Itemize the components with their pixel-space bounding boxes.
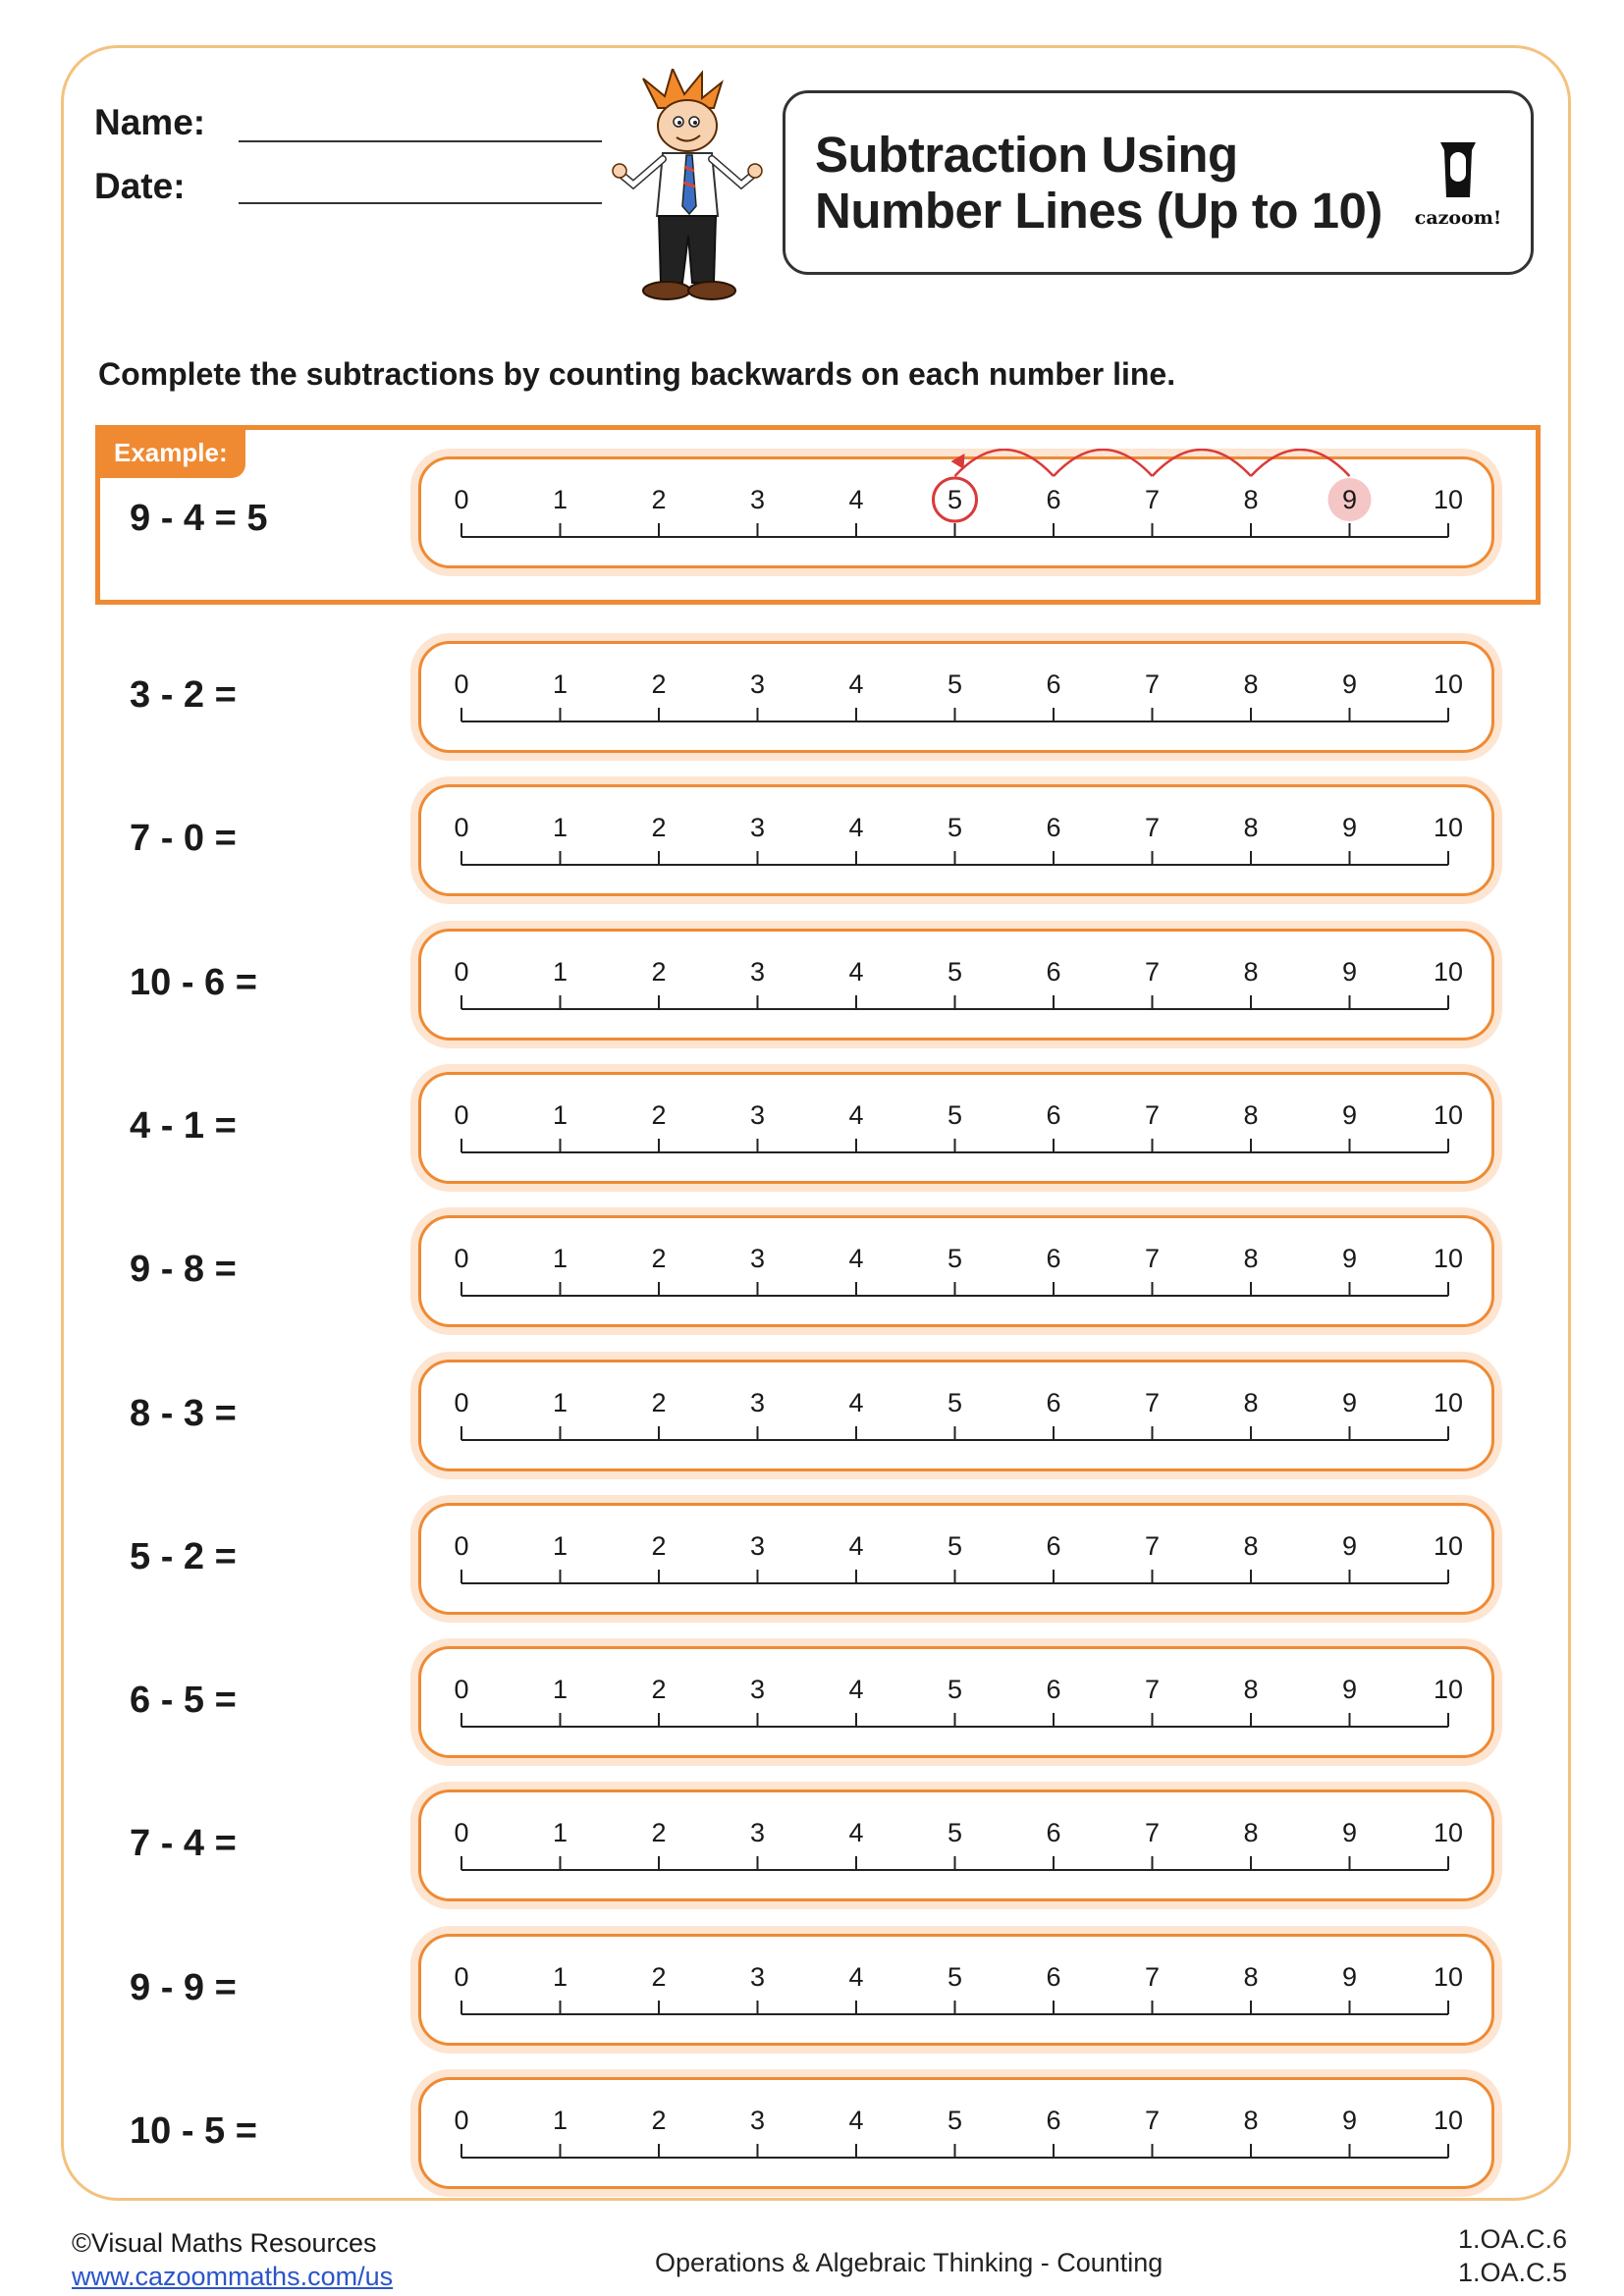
tick-label-7: 7 — [1144, 1531, 1161, 1561]
tick-label-7: 7 — [1144, 669, 1161, 699]
tick-label-7: 7 — [1144, 957, 1161, 987]
tick-label-4: 4 — [848, 485, 864, 514]
title-line-2: Number Lines (Up to 10) — [815, 183, 1382, 239]
tick-label-4: 4 — [848, 957, 864, 987]
tick-label-5: 5 — [947, 485, 963, 514]
name-label: Name: — [94, 102, 206, 142]
tick-label-2: 2 — [651, 2106, 667, 2135]
tick-label-2: 2 — [651, 669, 667, 699]
question-number-line — [410, 1782, 1502, 1909]
tick-label-4: 4 — [848, 1100, 864, 1130]
question-number-line — [410, 1207, 1502, 1335]
tick-label-1: 1 — [552, 957, 568, 987]
title-box — [783, 90, 1534, 275]
question-equation: 7 - 4 = — [130, 1823, 237, 1864]
question-number-line — [410, 633, 1502, 761]
question-number-line-svg — [410, 1207, 1502, 1335]
tick-label-8: 8 — [1243, 1100, 1259, 1130]
tick-label-3: 3 — [749, 1388, 766, 1417]
arrow-head — [951, 454, 965, 469]
tick-label-4: 4 — [848, 1818, 864, 1847]
question-number-line-svg — [410, 1064, 1502, 1192]
tick-label-6: 6 — [1046, 1818, 1061, 1847]
tick-label-5: 5 — [947, 957, 963, 987]
tick-label-10: 10 — [1433, 957, 1464, 987]
tick-label-2: 2 — [651, 485, 667, 514]
tick-label-2: 2 — [651, 1818, 667, 1847]
tick-label-0: 0 — [454, 2106, 469, 2135]
tick-label-5: 5 — [947, 1100, 963, 1130]
question-number-line-svg — [410, 2069, 1502, 2197]
tick-label-10: 10 — [1433, 1388, 1464, 1417]
tick-label-7: 7 — [1144, 1388, 1161, 1417]
tick-label-5: 5 — [947, 1675, 963, 1704]
standard-code-1: 1.OA.C.6 — [1457, 2224, 1567, 2254]
tick-label-4: 4 — [848, 1388, 864, 1417]
tick-label-8: 8 — [1243, 957, 1259, 987]
tick-label-9: 9 — [1341, 957, 1358, 987]
question-number-line — [410, 921, 1502, 1048]
tick-label-3: 3 — [749, 485, 766, 514]
jump-arc — [955, 450, 1055, 476]
tick-label-0: 0 — [454, 669, 469, 699]
tick-label-10: 10 — [1433, 485, 1464, 514]
tick-label-3: 3 — [749, 1531, 766, 1561]
tick-label-0: 0 — [454, 1962, 469, 1992]
tick-label-1: 1 — [552, 1962, 568, 1992]
tick-label-6: 6 — [1046, 485, 1061, 514]
tick-label-8: 8 — [1243, 2106, 1259, 2135]
tick-label-6: 6 — [1046, 1100, 1061, 1130]
cartoon-boy-illustration — [604, 69, 771, 314]
tick-label-7: 7 — [1144, 2106, 1161, 2135]
date-label: Date: — [94, 166, 186, 206]
question-equation: 3 - 2 = — [130, 674, 237, 716]
example-number-line — [410, 449, 1502, 576]
tick-label-1: 1 — [552, 1818, 568, 1847]
tick-label-5: 5 — [947, 1531, 963, 1561]
tick-label-7: 7 — [1144, 1675, 1161, 1704]
question-number-line — [410, 1064, 1502, 1192]
tick-label-4: 4 — [848, 1962, 864, 1992]
example-tag: Example: — [100, 430, 245, 478]
tick-label-0: 0 — [454, 1244, 469, 1273]
tick-label-4: 4 — [848, 1531, 864, 1561]
tick-label-0: 0 — [454, 1388, 469, 1417]
tick-label-6: 6 — [1046, 1962, 1061, 1992]
tick-label-3: 3 — [749, 813, 766, 842]
tick-label-5: 5 — [947, 813, 963, 842]
tick-label-3: 3 — [749, 669, 766, 699]
question-equation: 4 - 1 = — [130, 1105, 237, 1147]
tick-label-3: 3 — [749, 2106, 766, 2135]
tick-label-6: 6 — [1046, 1388, 1061, 1417]
jump-arc — [1153, 450, 1252, 476]
tick-label-10: 10 — [1433, 1531, 1464, 1561]
tick-label-1: 1 — [552, 1388, 568, 1417]
question-number-line — [410, 1495, 1502, 1623]
tick-label-9: 9 — [1341, 813, 1358, 842]
tick-label-5: 5 — [947, 669, 963, 699]
tick-label-10: 10 — [1433, 1100, 1464, 1130]
tick-label-1: 1 — [552, 669, 568, 699]
tick-label-9: 9 — [1341, 2106, 1358, 2135]
question-number-line-svg — [410, 1782, 1502, 1909]
tick-label-8: 8 — [1243, 1818, 1259, 1847]
title-line-1: Subtraction Using — [815, 127, 1238, 183]
footer-copyright: ©Visual Maths Resources — [72, 2228, 377, 2258]
footer-link[interactable]: www.cazoommaths.com/us — [72, 2262, 394, 2291]
question-equation: 9 - 9 = — [130, 1967, 237, 2008]
tick-label-8: 8 — [1243, 1388, 1259, 1417]
tick-label-7: 7 — [1144, 1818, 1161, 1847]
tick-label-1: 1 — [552, 485, 568, 514]
tick-label-9: 9 — [1341, 1531, 1358, 1561]
question-number-line-svg — [410, 776, 1502, 904]
tick-label-8: 8 — [1243, 485, 1259, 514]
tick-label-1: 1 — [552, 1244, 568, 1273]
worksheet-title — [815, 127, 1404, 239]
footer-standards — [1458, 2222, 1567, 2289]
question-number-line-svg — [410, 633, 1502, 761]
tick-label-10: 10 — [1433, 1675, 1464, 1704]
tick-label-4: 4 — [848, 1244, 864, 1273]
tick-label-3: 3 — [749, 1244, 766, 1273]
tick-label-6: 6 — [1046, 1244, 1061, 1273]
tick-label-3: 3 — [749, 957, 766, 987]
tick-label-5: 5 — [947, 1818, 963, 1847]
tick-label-1: 1 — [552, 813, 568, 842]
tick-label-7: 7 — [1144, 485, 1161, 514]
tick-label-1: 1 — [552, 2106, 568, 2135]
tick-label-0: 0 — [454, 1531, 469, 1561]
tick-label-2: 2 — [651, 1244, 667, 1273]
footer-copyright-block — [72, 2226, 393, 2293]
question-equation: 9 - 8 = — [130, 1249, 237, 1290]
tick-label-4: 4 — [848, 813, 864, 842]
question-equation: 5 - 2 = — [130, 1536, 237, 1577]
question-equation: 6 - 5 = — [130, 1680, 237, 1721]
tick-label-6: 6 — [1046, 669, 1061, 699]
footer-topic: Operations & Algebraic Thinking - Counting — [655, 2248, 1164, 2277]
tick-label-10: 10 — [1433, 1962, 1464, 1992]
example-equation: 9 - 4 = 5 — [130, 498, 268, 539]
tick-label-2: 2 — [651, 1531, 667, 1561]
tick-label-2: 2 — [651, 1388, 667, 1417]
tick-label-9: 9 — [1341, 669, 1358, 699]
tick-label-7: 7 — [1144, 1100, 1161, 1130]
tick-label-10: 10 — [1433, 813, 1464, 842]
question-number-line-svg — [410, 1352, 1502, 1479]
question-number-line — [410, 1638, 1502, 1766]
tick-label-0: 0 — [454, 813, 469, 842]
tick-label-0: 0 — [454, 1818, 469, 1847]
tick-label-9: 9 — [1341, 1818, 1358, 1847]
tick-label-8: 8 — [1243, 813, 1259, 842]
tick-label-8: 8 — [1243, 1962, 1259, 1992]
name-field[interactable] — [239, 140, 602, 142]
tick-label-7: 7 — [1144, 813, 1161, 842]
tick-label-3: 3 — [749, 1818, 766, 1847]
tick-label-6: 6 — [1046, 813, 1061, 842]
cazoom-logo-icon — [1399, 138, 1517, 207]
example-number-line-svg — [410, 449, 1502, 576]
tick-label-9: 9 — [1341, 1100, 1358, 1130]
instructions: Complete the subtractions by counting backwards on each number line. — [98, 356, 1176, 392]
tick-label-2: 2 — [651, 1962, 667, 1992]
question-number-line — [410, 1926, 1502, 2054]
tick-label-9: 9 — [1341, 1675, 1358, 1704]
tick-label-0: 0 — [454, 1100, 469, 1130]
tick-label-6: 6 — [1046, 1531, 1061, 1561]
question-number-line-svg — [410, 1638, 1502, 1766]
question-number-line — [410, 776, 1502, 904]
tick-label-1: 1 — [552, 1675, 568, 1704]
question-equation: 7 - 0 = — [130, 818, 237, 859]
tick-label-10: 10 — [1433, 1244, 1464, 1273]
tick-label-5: 5 — [947, 1244, 963, 1273]
tick-label-7: 7 — [1144, 1244, 1161, 1273]
question-number-line-svg — [410, 1495, 1502, 1623]
tick-label-6: 6 — [1046, 2106, 1061, 2135]
tick-label-9: 9 — [1341, 485, 1358, 514]
tick-label-2: 2 — [651, 957, 667, 987]
tick-label-9: 9 — [1341, 1962, 1358, 1992]
tick-label-10: 10 — [1433, 1818, 1464, 1847]
question-number-line — [410, 1352, 1502, 1479]
question-number-line-svg — [410, 1926, 1502, 2054]
standard-code-2: 1.OA.C.5 — [1457, 2258, 1567, 2287]
tick-label-0: 0 — [454, 1675, 469, 1704]
tick-label-3: 3 — [749, 1962, 766, 1992]
tick-label-5: 5 — [947, 1388, 963, 1417]
tick-label-1: 1 — [552, 1531, 568, 1561]
date-field[interactable] — [239, 202, 602, 204]
tick-label-10: 10 — [1433, 669, 1464, 699]
tick-label-9: 9 — [1341, 1244, 1358, 1273]
tick-label-8: 8 — [1243, 1675, 1259, 1704]
tick-label-8: 8 — [1243, 1531, 1259, 1561]
question-equation: 10 - 5 = — [130, 2110, 257, 2152]
question-equation: 10 - 6 = — [130, 962, 257, 1003]
tick-label-1: 1 — [552, 1100, 568, 1130]
jump-arc — [1251, 450, 1350, 476]
tick-label-6: 6 — [1046, 1675, 1061, 1704]
tick-label-4: 4 — [848, 2106, 864, 2135]
tick-label-10: 10 — [1433, 2106, 1464, 2135]
tick-label-5: 5 — [947, 2106, 963, 2135]
logo-text: cazoom! — [1414, 207, 1502, 229]
jump-arc — [1054, 450, 1153, 476]
tick-label-0: 0 — [454, 485, 469, 514]
tick-label-8: 8 — [1243, 669, 1259, 699]
tick-label-7: 7 — [1144, 1962, 1161, 1992]
question-equation: 8 - 3 = — [130, 1393, 237, 1434]
question-number-line-svg — [410, 921, 1502, 1048]
tick-label-2: 2 — [651, 1675, 667, 1704]
tick-label-3: 3 — [749, 1100, 766, 1130]
tick-label-4: 4 — [848, 669, 864, 699]
tick-label-5: 5 — [947, 1962, 963, 1992]
cazoom-logo — [1399, 138, 1517, 246]
question-number-line — [410, 2069, 1502, 2197]
tick-label-2: 2 — [651, 813, 667, 842]
tick-label-8: 8 — [1243, 1244, 1259, 1273]
tick-label-6: 6 — [1046, 957, 1061, 987]
tick-label-9: 9 — [1341, 1388, 1358, 1417]
tick-label-3: 3 — [749, 1675, 766, 1704]
tick-label-0: 0 — [454, 957, 469, 987]
tick-label-4: 4 — [848, 1675, 864, 1704]
tick-label-2: 2 — [651, 1100, 667, 1130]
